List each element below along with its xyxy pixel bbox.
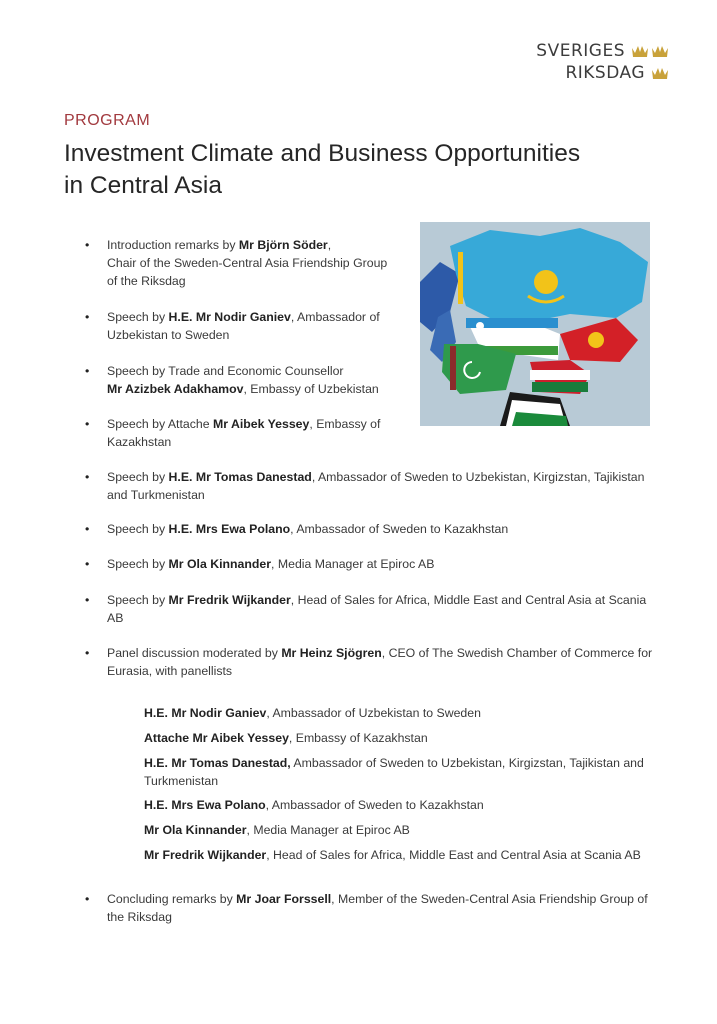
speaker-name: Mr Ola Kinnander: [168, 557, 272, 571]
item-text: , Chair of the Sweden-Central Asia Friendship Group of the Riksdag: [107, 238, 388, 288]
list-item: [107, 555, 657, 573]
speaker-name: Mr Joar Forssell: [236, 892, 332, 906]
item-text: , Ambassador of Sweden to Uzbekistan, Kirgizstan, Tajikistan and Turkmenistan: [107, 470, 645, 502]
item-text: Speech by Trade and Economic Counsellor: [107, 364, 344, 378]
panelist-role: , Ambassador of Uzbekistan to Sweden: [266, 706, 481, 720]
item-text: , Head of Sales for Africa, Middle East and Central Asia at Scania AB: [107, 593, 647, 625]
panelist-item: [144, 754, 664, 790]
item-text: Introduction remarks by: [107, 238, 239, 252]
panelist-name: H.E. Mr Tomas Danestad,: [144, 756, 291, 770]
speaker-name: Mr Fredrik Wijkander: [168, 593, 291, 607]
item-text: , Embassy of Uzbekistan: [243, 382, 379, 396]
program-label: PROGRAM: [64, 112, 151, 129]
panelist-role: , Ambassador of Sweden to Kazakhstan: [265, 798, 484, 812]
item-text: , Ambassador of Sweden to Kazakhstan: [290, 522, 509, 536]
list-item: [107, 308, 407, 344]
panelist-role: , Media Manager at Epiroc AB: [246, 823, 410, 837]
page-title: [64, 138, 664, 202]
item-text: Speech by: [107, 470, 169, 484]
item-text: , Member of the Sweden-Central Asia Friendship Group of the Riksdag: [107, 892, 648, 924]
riksdag-logo: [536, 40, 669, 84]
panelist-role: Ambassador of Sweden to Uzbekistan, Kirgizstan, Tajikistan and Turkmenistan: [144, 756, 644, 788]
item-text: , Media Manager at Epiroc AB: [271, 557, 435, 571]
panelist-item: [144, 821, 664, 839]
item-text: Panel discussion moderated by: [107, 646, 282, 660]
panelist-name: Attache Mr Aibek Yessey: [144, 731, 289, 745]
crown-pair-icon: [631, 44, 669, 58]
list-item: [107, 236, 407, 290]
panelist-role: , Embassy of Kazakhstan: [288, 731, 428, 745]
item-text: , CEO of The Swedish Chamber of Commerce for Eurasia, with panellists: [107, 646, 653, 678]
item-text: Speech by Attache: [107, 417, 213, 431]
speaker-name: H.E. Mrs Ewa Polano: [168, 522, 291, 536]
speaker-name: Mr Björn Söder: [238, 238, 328, 252]
panelist-item: [144, 846, 664, 864]
crown-icon: [651, 66, 669, 80]
list-item: [107, 591, 657, 627]
logo-text-line1: SVERIGES: [536, 41, 625, 61]
item-text: Speech by: [107, 593, 169, 607]
item-text: Speech by: [107, 557, 169, 571]
list-item: [107, 644, 657, 680]
item-text: Speech by: [107, 310, 169, 324]
item-text: , Ambassador of Uzbekistan to Sweden: [107, 310, 380, 342]
panelist-item: [144, 796, 664, 814]
panelist-item: [144, 704, 664, 722]
logo-text-line2: RIKSDAG: [565, 63, 645, 83]
title-line-2: in Central Asia: [64, 172, 222, 199]
panelist-name: H.E. Mr Nodir Ganiev: [144, 706, 267, 720]
title-line-1: Investment Climate and Business Opportunities: [64, 140, 581, 167]
central-asia-flag-map-image: [420, 222, 650, 426]
panelist-item: [144, 729, 664, 747]
speaker-name: Mr Heinz Sjögren: [281, 646, 382, 660]
panelist-name: Mr Fredrik Wijkander: [144, 848, 267, 862]
list-item: [107, 890, 657, 926]
map-illustration: [420, 222, 650, 426]
item-text: Speech by: [107, 522, 169, 536]
list-item: [107, 415, 407, 451]
crown-icon: [631, 44, 649, 58]
item-text: , Embassy of Kazakhstan: [107, 417, 381, 449]
panelist-role: , Head of Sales for Africa, Middle East and Central Asia at Scania AB: [266, 848, 641, 862]
list-item: [107, 468, 657, 504]
speaker-name: H.E. Mr Tomas Danestad: [168, 470, 312, 484]
list-item: [107, 520, 657, 538]
speaker-name: Mr Azizbek Adakhamov: [107, 382, 244, 396]
speaker-name: Mr Aibek Yessey: [212, 417, 310, 431]
panelist-name: Mr Ola Kinnander: [144, 823, 247, 837]
list-item: [107, 362, 407, 398]
item-text: Concluding remarks by: [107, 892, 237, 906]
speaker-name: H.E. Mr Nodir Ganiev: [168, 310, 291, 324]
panelist-name: H.E. Mrs Ewa Polano: [144, 798, 266, 812]
crown-icon: [651, 44, 669, 58]
